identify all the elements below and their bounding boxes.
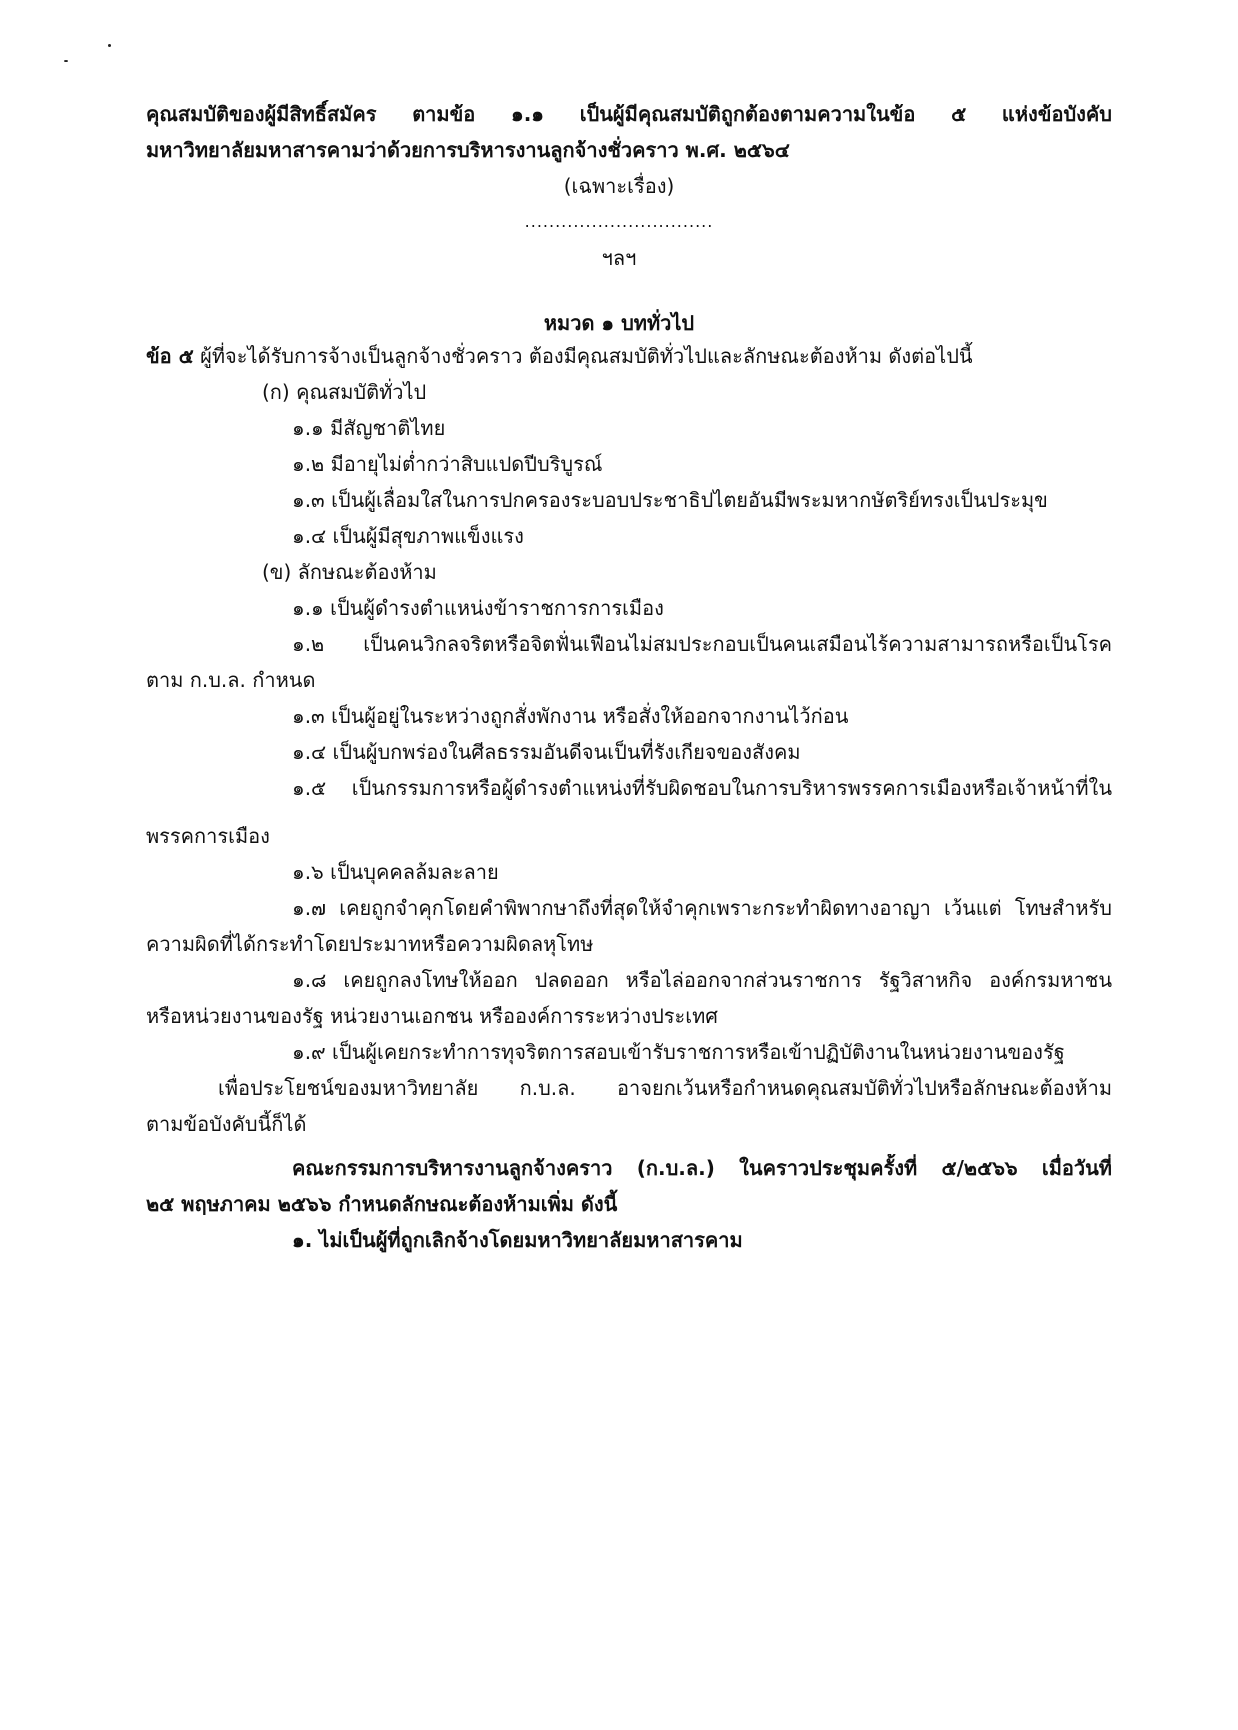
prohibited-item: ๑.๑ เป็นผู้ดำรงตำแหน่งข้าราชการการเมือง: [292, 596, 664, 620]
clause-5: [146, 342, 973, 370]
prohibited-item: ๑.๗ เคยถูกจำคุกโดยคำพิพากษาถึงที่สุดให้จำคุกเพราะกระทำผิดทางอาญา เว้นแต่ โทษสำหรับ: [292, 896, 1112, 920]
general-heading: (ก) คุณสมบัติทั่วไป: [262, 380, 427, 404]
prohibited-heading: (ข) ลักษณะต้องห้าม: [262, 560, 437, 584]
general-item: ๑.๒ มีอายุไม่ต่ำกว่าสิบแปดปีบริบูรณ์: [292, 452, 603, 476]
clause-label: ข้อ ๕: [146, 344, 194, 368]
header-line-1: คุณสมบัติของผู้มีสิทธิ์สมัคร ตามข้อ ๑.๑ เป็นผู้มีคุณสมบัติถูกต้องตามความในข้อ ๕ แห่งข้อบังคับ: [146, 102, 1112, 126]
general-item: ๑.๓ เป็นผู้เลื่อมใสในการปกครองระบอบประชาธิปไตยอันมีพระมหากษัตริย์ทรงเป็นประมุข: [292, 488, 1048, 512]
prohibited-item: ๑.๖ เป็นบุคคลล้มละลาย: [292, 860, 499, 884]
general-item: ๑.๑ มีสัญชาติไทย: [292, 416, 446, 440]
prohibited-item: ๑.๕ เป็นกรรมการหรือผู้ดำรงตำแหน่งที่รับผิดชอบในการบริหารพรรคการเมืองหรือเจ้าหน้าที่ใน: [292, 776, 1112, 800]
exemption-line-2: ตามข้อบังคับนี้ก็ได้: [146, 1112, 307, 1136]
prohibited-item-continued: พรรคการเมือง: [146, 824, 270, 848]
prohibited-item-continued: ตาม ก.บ.ล. กำหนด: [146, 668, 316, 692]
prohibited-item-continued: ความผิดที่ได้กระทำโดยประมาทหรือความผิดลหุโทษ: [146, 932, 594, 956]
general-item: ๑.๔ เป็นผู้มีสุขภาพแข็งแรง: [292, 524, 524, 548]
subtitle: (เฉพาะเรื่อง): [563, 174, 675, 198]
resolution-item: ๑. ไม่เป็นผู้ที่ถูกเลิกจ้างโดยมหาวิทยาลัยมหาสารคาม: [292, 1228, 743, 1252]
prohibited-item: ๑.๔ เป็นผู้บกพร่องในศีลธรรมอันดีจนเป็นที่รังเกียจของสังคม: [292, 740, 801, 764]
header-line-2: มหาวิทยาลัยมหาสารคามว่าด้วยการบริหารงานลูกจ้างชั่วคราว พ.ศ. ๒๕๖๔: [146, 138, 790, 162]
exemption-line-1: เพื่อประโยชน์ของมหาวิทยาลัย ก.บ.ล. อาจยกเว้นหรือกำหนดคุณสมบัติทั่วไปหรือลักษณะต้องห้าม: [218, 1076, 1112, 1100]
clause-text: ผู้ที่จะได้รับการจ้างเป็นลูกจ้างชั่วคราว ต้องมีคุณสมบัติทั่วไปและลักษณะต้องห้าม ดังต่อไปนี้: [200, 344, 973, 368]
prohibited-item: ๑.๒ เป็นคนวิกลจริตหรือจิตฟั่นเฟือนไม่สมประกอบเป็นคนเสมือนไร้ความสามารถหรือเป็นโรค: [292, 632, 1112, 656]
prohibited-item: ๑.๙ เป็นผู้เคยกระทำการทุจริตการสอบเข้ารับราชการหรือเข้าปฏิบัติงานในหน่วยงานของรัฐ: [292, 1040, 1065, 1064]
etc-marker: ฯลฯ: [601, 246, 637, 270]
dotted-separator: ...............................: [524, 212, 714, 231]
resolution-line-1: คณะกรรมการบริหารงานลูกจ้างคราว (ก.บ.ล.) ในคราวประชุมครั้งที่ ๕/๒๕๖๖ เมื่อวันที่: [292, 1156, 1112, 1180]
resolution-line-2: ๒๕ พฤษภาคม ๒๕๖๖ กำหนดลักษณะต้องห้ามเพิ่ม ดังนี้: [146, 1192, 618, 1216]
section-heading: หมวด ๑ บททั่วไป: [543, 311, 695, 335]
prohibited-item: ๑.๓ เป็นผู้อยู่ในระหว่างถูกสั่งพักงาน หรือสั่งให้ออกจากงานไว้ก่อน: [292, 704, 849, 728]
prohibited-item: ๑.๘ เคยถูกลงโทษให้ออก ปลดออก หรือไล่ออกจากส่วนราชการ รัฐวิสาหกิจ องค์กรมหาชน: [292, 968, 1112, 992]
prohibited-item-continued: หรือหน่วยงานของรัฐ หน่วยงานเอกชน หรือองค์การระหว่างประเทศ: [146, 1004, 718, 1028]
